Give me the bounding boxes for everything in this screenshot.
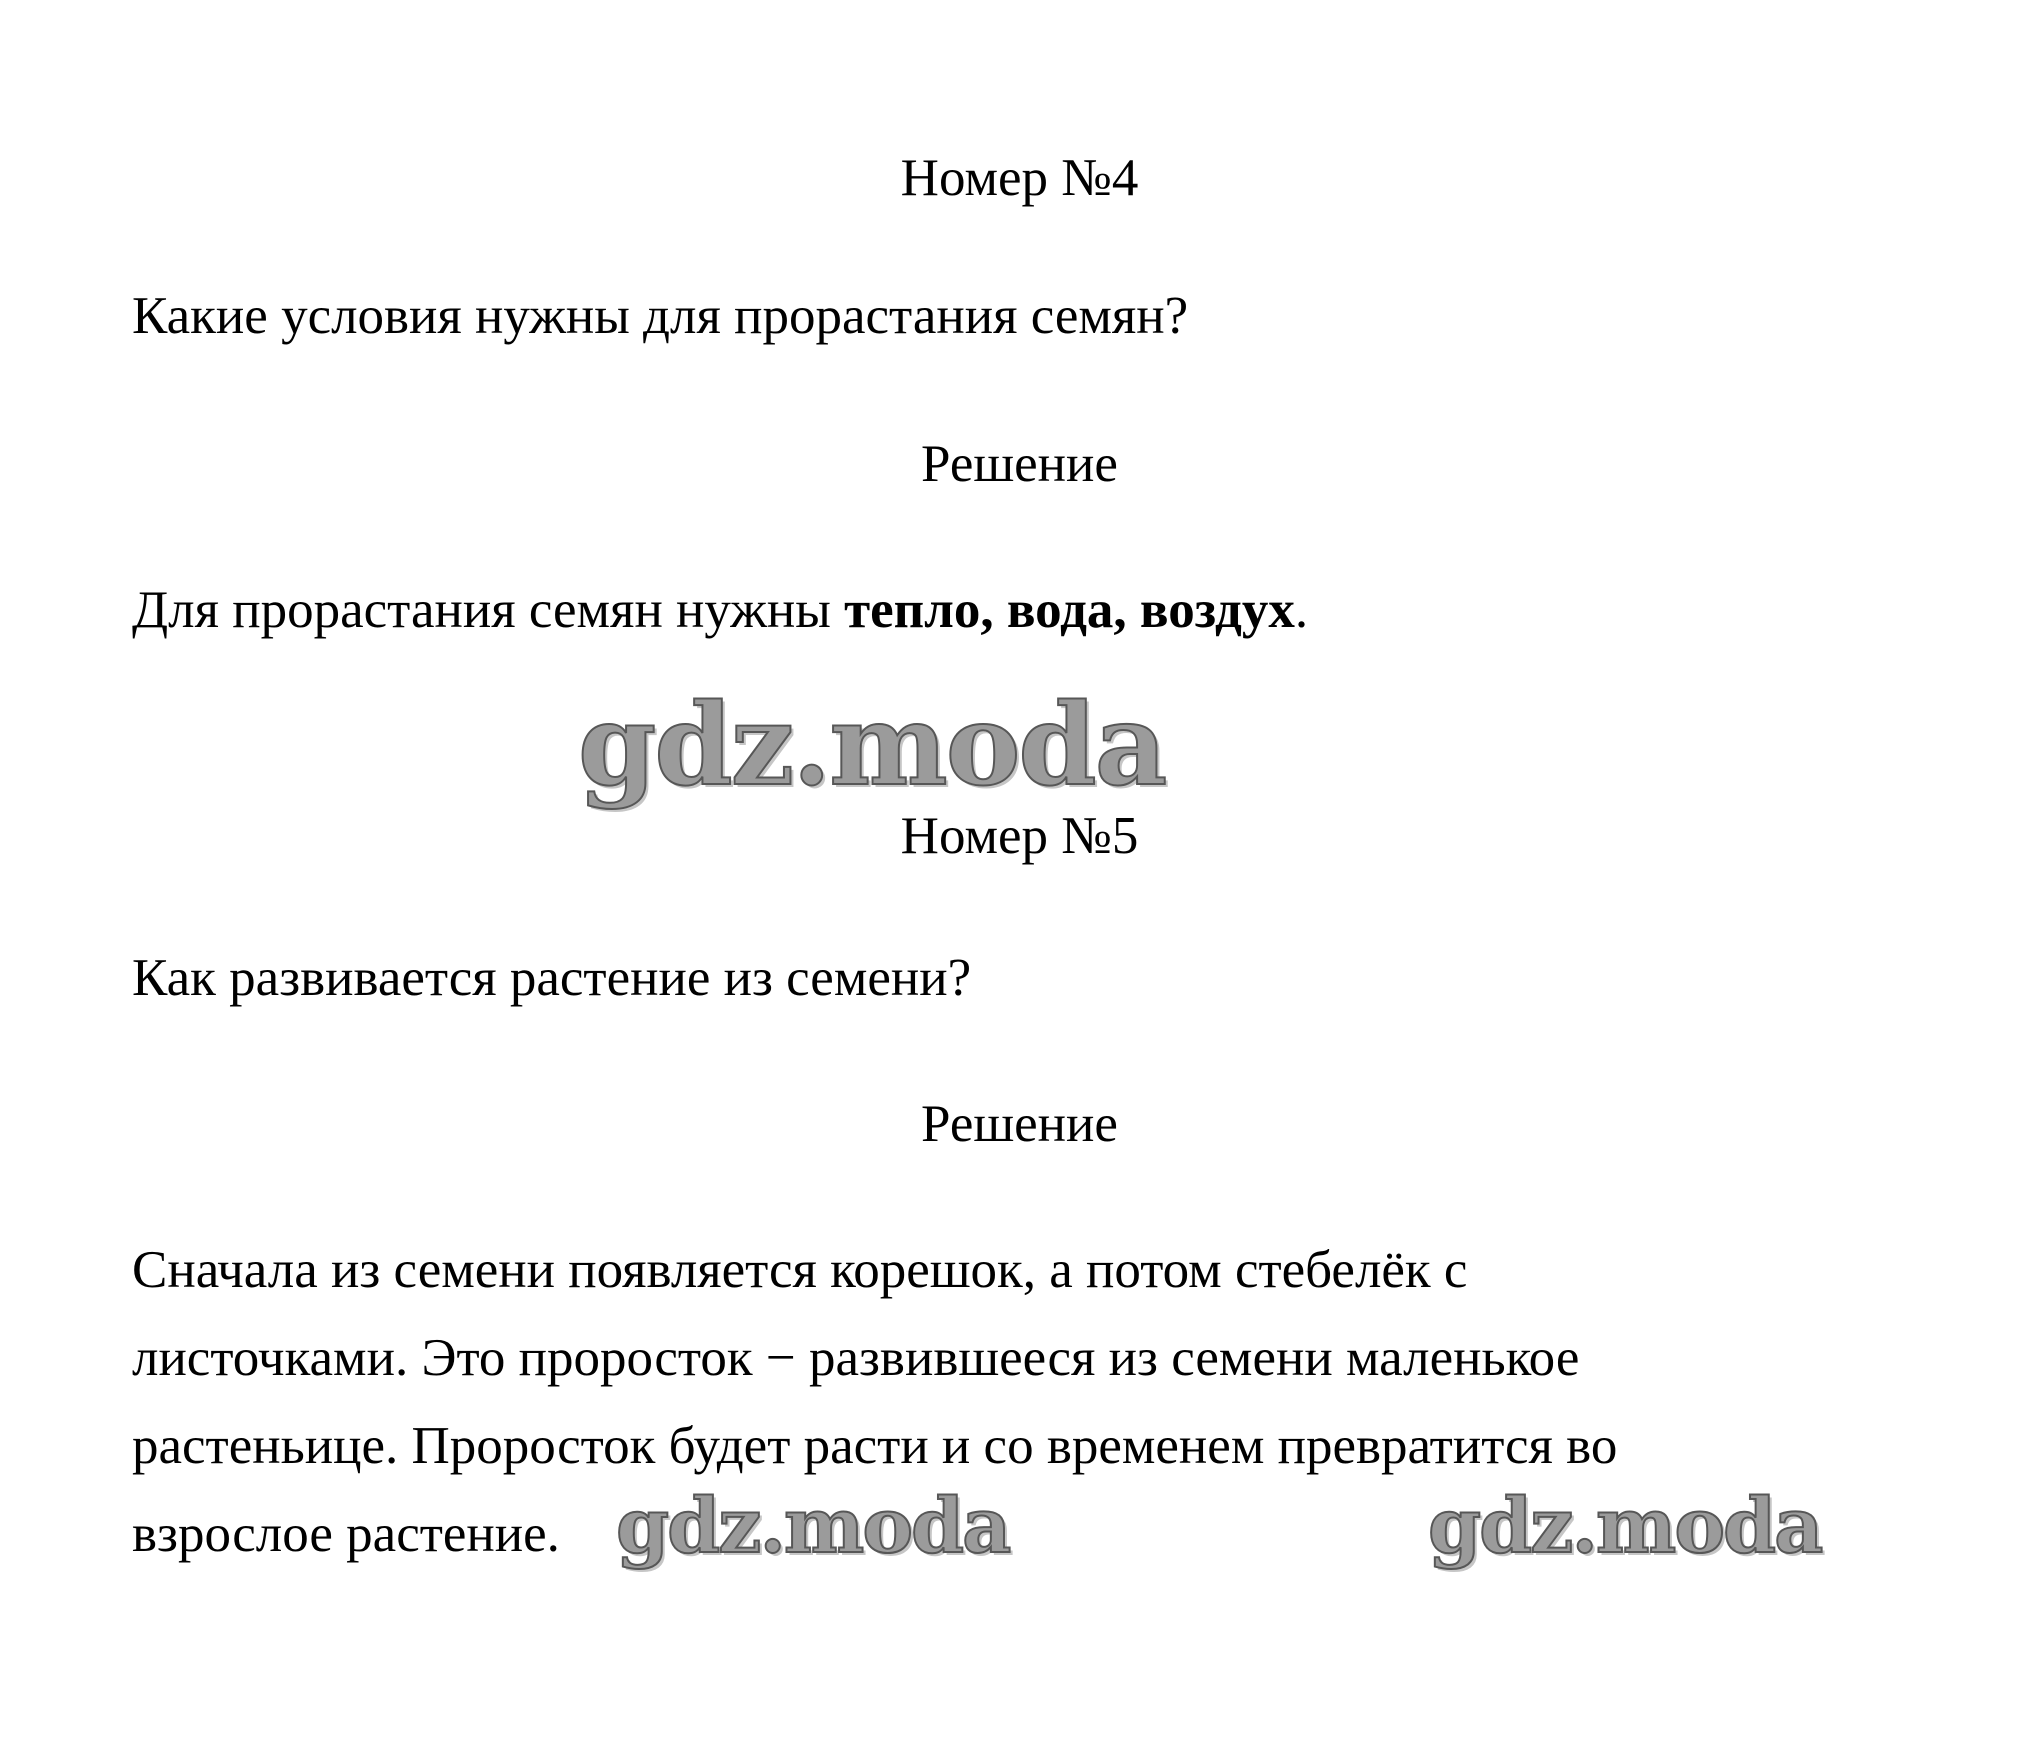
task4-heading: Номер №4 <box>900 149 1139 207</box>
task4-answer <box>132 580 1308 640</box>
task5-answer-line: листочками. Это проросток − развившееся из семени маленькое <box>132 1329 1580 1387</box>
watermark-logo: gdz.moda <box>616 1481 1010 1570</box>
watermark-logo: gdz.moda <box>578 680 1166 811</box>
task5-answer-line: Сначала из семени появляется корешок, а потом стебелёк с <box>132 1241 1468 1299</box>
task4-solution-label: Решение <box>921 435 1118 493</box>
task4-answer-suffix: . <box>1294 581 1309 639</box>
task5-heading: Номер №5 <box>900 807 1139 865</box>
task4-answer-bold: тепло, вода, воздух <box>844 581 1295 639</box>
task4-answer-prefix: Для прорастания семян нужны <box>132 581 845 639</box>
task5-answer-line: взрослое растение. <box>132 1505 560 1563</box>
task5-question: Как развивается растение из семени? <box>132 949 972 1007</box>
task5-solution-label: Решение <box>921 1095 1118 1153</box>
watermark-logo: gdz.moda <box>1428 1481 1822 1570</box>
task5-answer-line: растеньице. Проросток будет расти и со временем превратится во <box>132 1417 1618 1475</box>
task4-question: Какие условия нужны для прорастания семян? <box>132 287 1189 345</box>
